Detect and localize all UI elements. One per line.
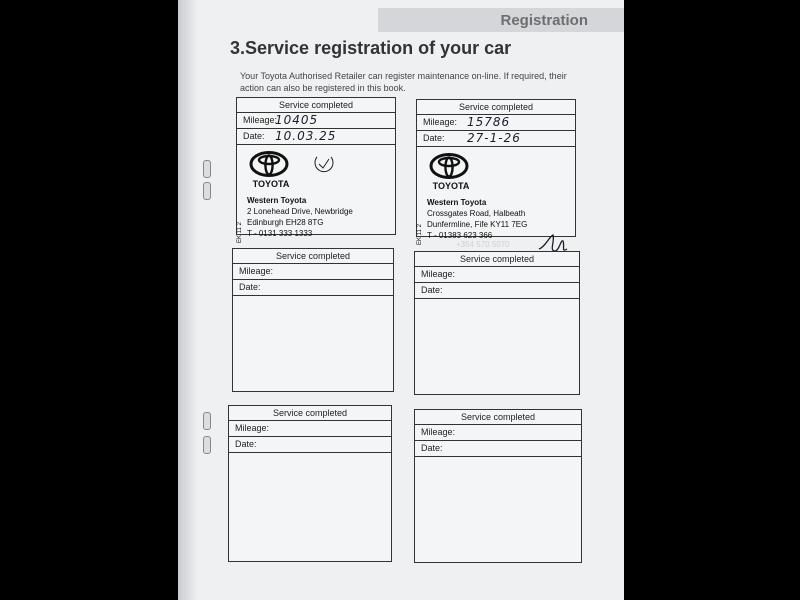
mileage-row [237, 113, 395, 129]
mileage-row [415, 267, 579, 283]
show-through-text: +354 570 5070 [456, 240, 510, 249]
date-row [233, 280, 393, 296]
box-title: Service completed [417, 100, 575, 115]
binder-ring [203, 412, 211, 430]
address-line-2: Edinburgh EH28 8TG [247, 218, 324, 227]
date-value: 27-1-26 [467, 131, 521, 145]
date-label: Date: [421, 285, 443, 295]
dealer-name: Western Toyota [427, 198, 487, 207]
box-title: Service completed [415, 252, 579, 267]
box-title: Service completed [233, 249, 393, 264]
mileage-label: Mileage: [421, 427, 456, 437]
mileage-label: Mileage: [421, 269, 456, 279]
dealer-phone: T - 0131 333 1333 [247, 229, 313, 238]
service-box-5 [228, 405, 392, 562]
address-line-2: Dunfermline, Fife KY11 7EG [427, 220, 528, 229]
date-row [415, 441, 581, 457]
mileage-label: Mileage: [239, 266, 274, 276]
dealer-code: EK 11 2 [417, 224, 423, 245]
date-row [415, 283, 579, 299]
address-line-1: 2 Lonehead Drive, Newbridge [247, 207, 353, 216]
date-row [237, 129, 395, 145]
mileage-label: Mileage: [235, 423, 270, 433]
toyota-logo-icon [429, 153, 469, 179]
dealer-name: Western Toyota [247, 196, 307, 205]
booklet-page [178, 0, 624, 600]
dealer-address [427, 197, 527, 241]
binder-ring [203, 160, 211, 178]
dealer-phone: T - 01383 623 366 [427, 231, 493, 240]
date-label: Date: [235, 439, 257, 449]
dealer-address [247, 195, 353, 239]
dealer-stamp [417, 147, 575, 247]
date-label: Date: [421, 443, 443, 453]
binder-ring [203, 182, 211, 200]
dealer-code: EK 11 2 [237, 222, 243, 243]
brand-name: TOYOTA [432, 181, 470, 191]
date-label: Date: [239, 282, 261, 292]
mileage-label: Mileage: [423, 117, 458, 127]
checkmark-stamp-icon [313, 153, 335, 175]
box-title: Service completed [229, 406, 391, 421]
service-box-4 [414, 251, 580, 395]
brand-name: TOYOTA [252, 179, 290, 189]
service-box-3 [232, 248, 394, 392]
date-label: Date: [243, 131, 265, 141]
mileage-row [417, 115, 575, 131]
intro-text: Your Toyota Authorised Retailer can register maintenance on-line. If required, their action can also be registered in this book. [240, 71, 567, 93]
page-fold-shadow [178, 0, 198, 600]
title-number: 3. [230, 38, 246, 58]
section-tag: Registration [500, 12, 588, 29]
mileage-row [415, 425, 581, 441]
date-label: Date: [423, 133, 445, 143]
service-box-1 [236, 97, 396, 243]
toyota-logo-icon [249, 151, 289, 177]
date-row [229, 437, 391, 453]
binder-ring [203, 436, 211, 454]
page-title [230, 38, 511, 59]
date-value: 10.03.25 [275, 129, 337, 143]
box-title: Service completed [237, 98, 395, 113]
title-text: Service registration of your car [245, 38, 512, 58]
date-row [417, 131, 575, 147]
mileage-row [229, 421, 391, 437]
mileage-value: 15786 [467, 115, 511, 129]
service-box-6 [414, 409, 582, 563]
mileage-row [233, 264, 393, 280]
mileage-label: Mileage: [243, 115, 278, 125]
address-line-1: Crossgates Road, Halbeath [427, 209, 526, 218]
mileage-value: 10405 [275, 113, 319, 127]
dealer-stamp [237, 145, 395, 245]
box-title: Service completed [415, 410, 581, 425]
